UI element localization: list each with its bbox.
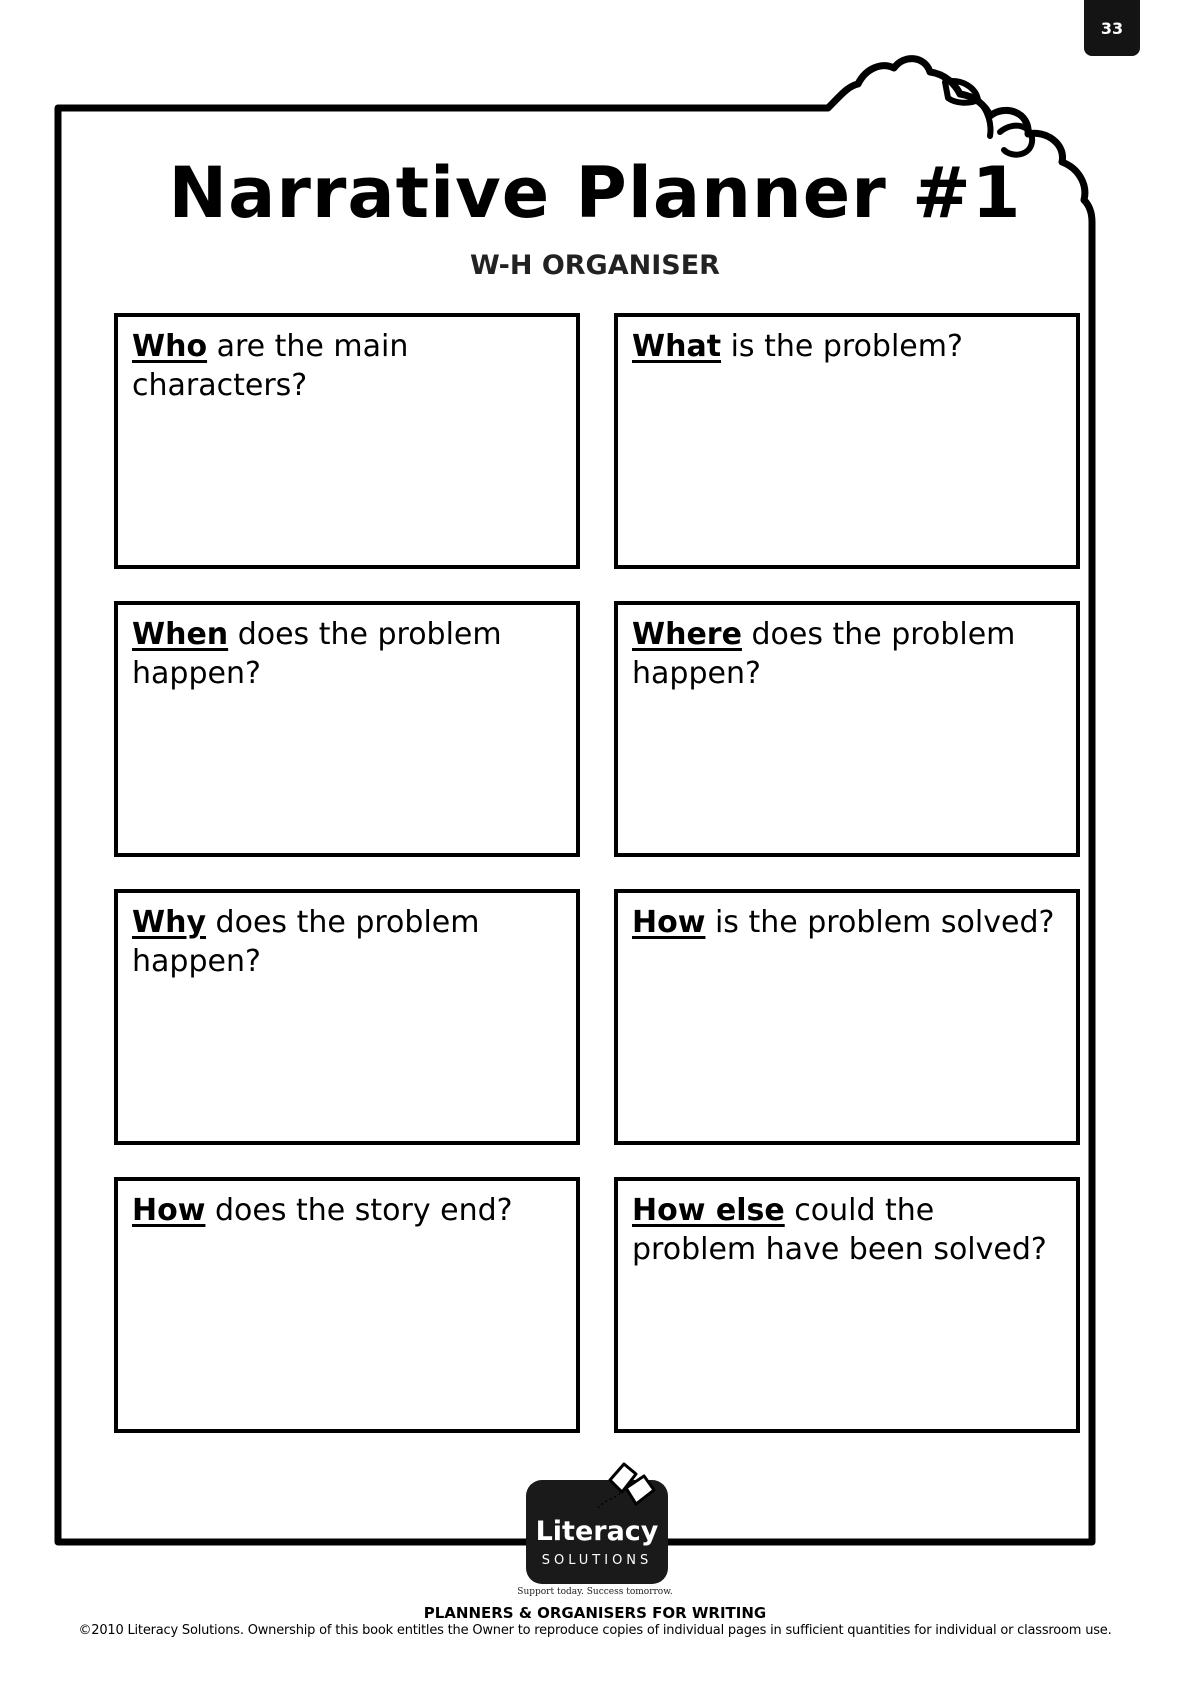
how-solved-question (632, 903, 1062, 942)
how-end-box (114, 1177, 580, 1433)
when-box (114, 601, 580, 857)
how-solved-box (614, 889, 1080, 1145)
question-keyword: Who (132, 329, 208, 364)
how-else-question (632, 1191, 1062, 1269)
question-text: does the problem happen? (132, 905, 480, 979)
why-question (132, 903, 562, 981)
question-text: does the story end? (205, 1193, 513, 1228)
question-keyword: How else (632, 1193, 785, 1228)
question-keyword: Why (132, 905, 207, 940)
question-text: does the problem happen? (632, 617, 1016, 691)
page-subtitle: W-H ORGANISER (470, 250, 720, 281)
what-box (614, 313, 1080, 569)
when-question (132, 615, 562, 693)
question-keyword: What (632, 329, 722, 364)
who-box (114, 313, 580, 569)
question-keyword: How (132, 1193, 206, 1228)
where-question (632, 615, 1062, 693)
logo-tagline: Support today. Success tomorrow. (517, 1587, 673, 1597)
question-text: does the problem happen? (132, 617, 502, 691)
question-keyword: How (632, 905, 706, 940)
how-else-box (614, 1177, 1080, 1433)
butterfly-icon (590, 1450, 670, 1530)
page-title: Narrative Planner #1 (168, 152, 1022, 234)
how-end-question (132, 1191, 562, 1230)
footer-title: PLANNERS & ORGANISERS FOR WRITING (423, 1604, 767, 1622)
footer-copyright: ©2010 Literacy Solutions. Ownership of this book entitles the Owner to reproduce copies of individual pages in sufficient quantities for individual or classroom use. (78, 1623, 1112, 1638)
decorative-fruit-icon (1000, 126, 1032, 155)
page-number: 33 (1084, 0, 1140, 56)
what-question (632, 327, 1062, 366)
logo-subtitle: SOLUTIONS (541, 1553, 653, 1568)
decorative-stem-icon (978, 100, 991, 136)
question-text: is the problem? (721, 329, 963, 364)
why-box (114, 889, 580, 1145)
question-keyword: When (132, 617, 229, 652)
question-text: are the main characters? (132, 329, 409, 403)
logo-name: Literacy (535, 1516, 659, 1547)
question-keyword: Where (632, 617, 742, 652)
where-box (614, 601, 1080, 857)
question-text: is the problem solved? (705, 905, 1055, 940)
question-text: could the problem have been solved? (632, 1193, 1047, 1267)
who-question (132, 327, 562, 405)
